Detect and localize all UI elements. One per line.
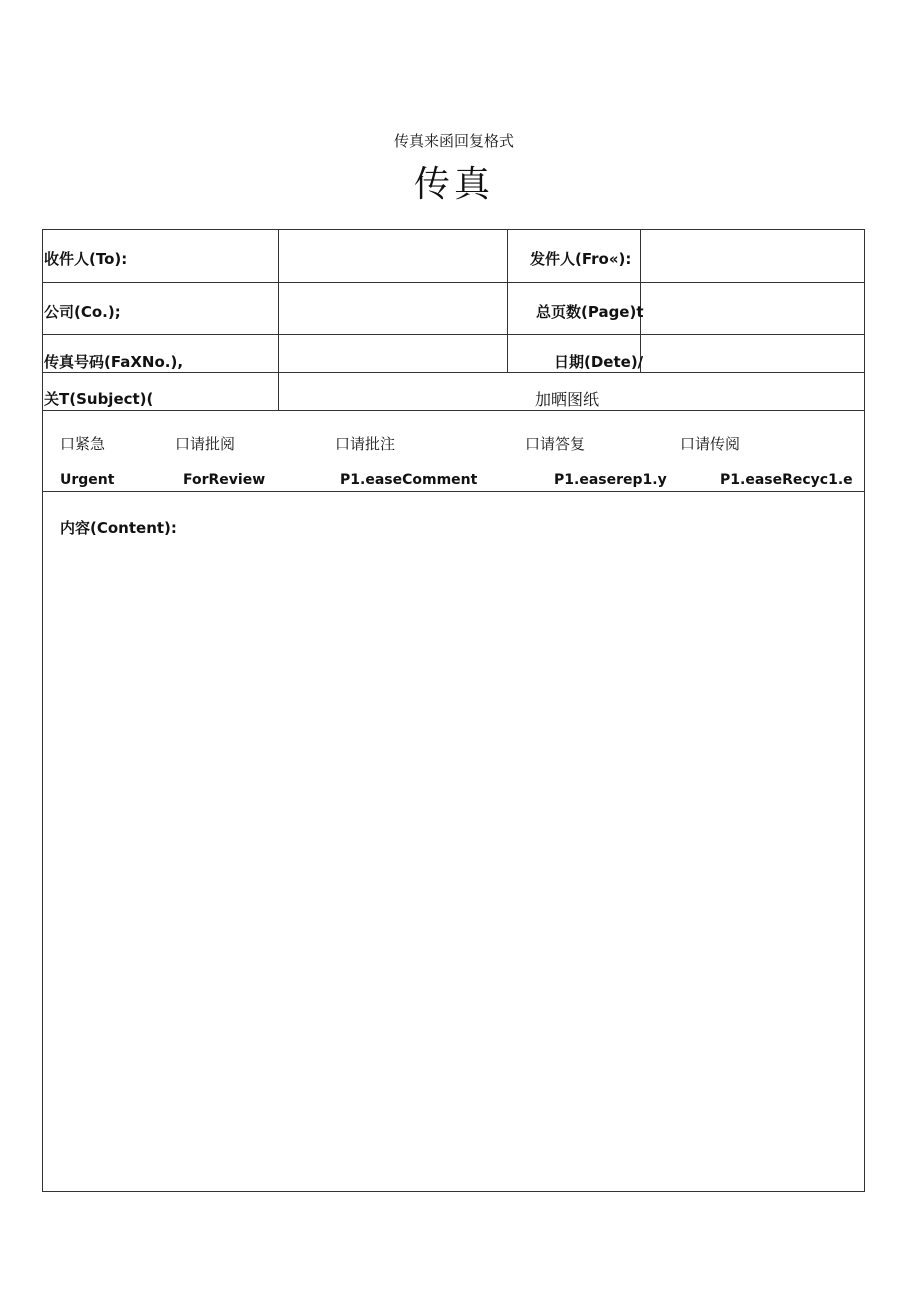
row-divider	[43, 334, 864, 335]
fax-subtitle: 传真来函回复格式	[393, 132, 514, 150]
option-recycle[interactable]: 口请传阅	[680, 435, 741, 453]
from-label: 发件人(Fro«):	[530, 250, 632, 268]
column-divider	[278, 230, 279, 410]
row-divider	[43, 282, 864, 283]
option-urgent[interactable]: 口紧急	[60, 435, 106, 453]
option-review[interactable]: 口请批阅	[175, 435, 236, 453]
fax-title: 传真	[413, 164, 494, 205]
subject-label: 关T(Subject)(	[44, 390, 154, 408]
fax-form	[42, 229, 865, 1192]
column-divider	[507, 230, 508, 372]
company-label: 公司(Co.);	[44, 303, 121, 321]
row-divider	[43, 410, 864, 411]
to-label: 收件人(To):	[44, 250, 128, 268]
row-divider	[43, 491, 864, 492]
content-label: 内容(Content):	[60, 519, 177, 537]
option-recycle-en: P1.easeRecyc1.e	[720, 472, 853, 488]
option-review-en: ForReview	[183, 472, 266, 488]
option-urgent-en: Urgent	[60, 472, 115, 488]
option-comment-en: P1.easeComment	[340, 472, 478, 488]
row-divider	[43, 372, 864, 373]
fax-number-label: 传真号码(FaXNo.),	[44, 353, 184, 371]
date-label: 日期(Dete)/	[554, 353, 644, 371]
subject-value: 加晒图纸	[535, 390, 600, 409]
option-reply[interactable]: 口请答复	[525, 435, 586, 453]
option-reply-en: P1.easerep1.y	[554, 472, 667, 488]
option-comment[interactable]: 口请批注	[335, 435, 396, 453]
pages-label: 总页数(Page)t	[536, 303, 644, 321]
